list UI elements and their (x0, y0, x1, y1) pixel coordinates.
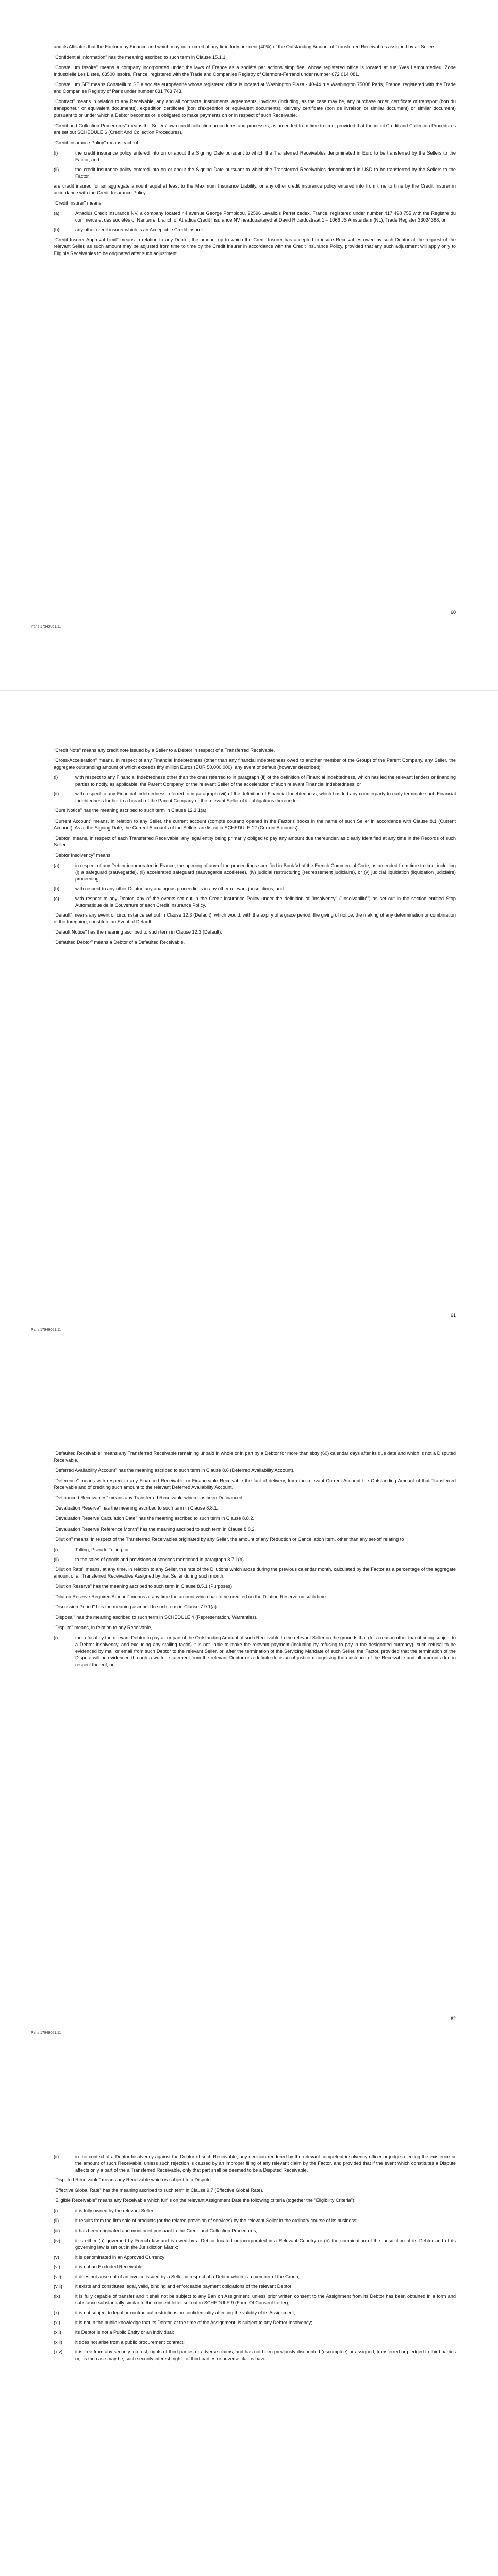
list-item-number: (iv) (54, 2238, 60, 2243)
list-item-number: (x) (54, 2310, 59, 2316)
list-item-text: it does not arise out of an invoice issued by a Seller in respect of a Debtor which is a member of the Group; (75, 2274, 300, 2279)
list-item (54, 166, 456, 180)
paragraph: "Deference" means with respect to any Financed Receivable or Financeable Receivable the fact of delivery, from the relevant Current Account the Outstanding Amount of that Transferred Receivable and of crediting such amount to the relevant Deferred Availability Account. (54, 1478, 456, 1490)
list-item-text: in the context of a Debtor Insolvency against the Debtor of such Receivable, any decision rendered by the relevant competent insolvency officer or judge rejecting the existence or the amount of such Receivable, unless such rejection is caused by an improper filing of any relevant claim by the Factor, and provided that if the event which constitutes a Dispute affects only a part of the a Transferred Receivable, only that part shall be deemed to be a Disputed Receivable. (75, 2154, 456, 2173)
list-item (54, 1635, 456, 1668)
list-item-text: it is free from any security interest, rights of third parties or adverse claims, and has not been previously discounted (escomptée) or assigned, transferred or pledged to third parties or, as the case may be, such security interest, rights of third parties or adverse claims have (75, 2349, 456, 2362)
list-item-text: in respect of any Debtor incorporated in France, the opening of any of the proceedings specified in Book VI of the French Commercial Code, as amended from time to time, including (i) a safeguard (sauvegarde), (ii) accelerated safeguard (sauvegarde accélérée), (iv) judicial restructuring (redressement judiciaire), or (v) judicial liquidation (liquidation judiciaire) proceeding; (75, 862, 456, 882)
paragraph: "Cross-Acceleration" means, in respect of any Financial Indebtedness (other than any financial indebtedness owed to another member of the Group) of the Parent Company, any Seller, the aggregate outstanding amount of which exceeds fifty million Euros (EUR 50,000,000), any event of default (however described): (54, 758, 456, 770)
list-item (54, 2339, 456, 2346)
list-item-text: it is either (a) governed by French law and is owed by a Debtor located or incorporated in a Relevant Country or (b) the combination of the jurisdiction of its Debtor and of its governing law is set out in the Jurisdiction Matrix; (75, 2238, 456, 2250)
list-item (54, 2208, 456, 2214)
paragraph: "Credit Insurance Policy" means each of: (54, 140, 140, 145)
list-item (54, 2154, 456, 2174)
page-separator (0, 690, 498, 691)
list-item-text: it exists and constitutes legal, valid, binding and enforceable payment obligations of the relevant Debtor; (75, 2283, 293, 2289)
list-item-text: with respect to any Financial Indebtedness other than the ones referred to in paragraph (ii) of the definition of Financial Indebtedness, which has led the relevant lenders or financing parties to notify, as applicable, the Parent Company, or the relevant Seller of the acceleration of such relevant Financial Indebtedness; or (75, 775, 456, 787)
list-item (54, 2319, 456, 2326)
paragraph: "Default Notice" has the meaning ascribed to such term in Clause 12.3 (Default). (54, 929, 222, 935)
list-item-number: (c) (54, 896, 59, 902)
paragraph: "Constellium SE" means Constellium SE a société européenne whose registered office is located at Washington Plaza - 40-44 rue Washington 75008 Paris, France, registered with the Trade and Companies Registry of Paris under number 831 763 743. (54, 82, 456, 94)
paragraph: "Credit Insurer Approval Limit" means in relation to any Debtor, the amount up to which the Credit Insurer has accepted to insure Receivables owed by such Debtor at the request of the relevant Seller, as such amount may be adjusted from time to time by the Credit Insurer in accordance with the Credit Insurance Policy, provided that any such adjustment will apply only to Eligible Receivables to be originated after such adjustment. (54, 237, 456, 256)
paragraph: "Dilution" means, in respect of the Transferred Receivables originated by any Seller, the amount of any Reduction or Cancellation Item, other than any set-off relating to (54, 1536, 404, 1542)
list-item-text: it is denominated in an Approved Currency; (75, 2254, 166, 2260)
paragraph: "Deferred Availability Account" has the meaning ascribed to such term in Clause 8.6 (Deferred Availability Account). (54, 1468, 295, 1473)
list-item-number: (i) (54, 2208, 58, 2214)
list-item-number: (vi) (54, 2264, 60, 2269)
document-page (31, 1414, 467, 2084)
list-item (54, 227, 456, 233)
list-item-number: (xii) (54, 2330, 61, 2335)
list-item (54, 2329, 456, 2336)
paragraph: "Eligible Receivable" means any Receivable which fulfils on the relevant Assignment Date the following criteria (together the "Eligibility Criteria"): (54, 2198, 356, 2204)
list-item (54, 2238, 456, 2251)
paragraph: "Devaluation Reserve" has the meaning ascribed to such term in Clause 8.8.1. (54, 1505, 219, 1511)
list-item-number: (viii) (54, 2283, 62, 2289)
paragraph: "Defaulted Debtor" means a Debtor of a Defaulted Receivable. (54, 940, 185, 945)
document-page (31, 2117, 467, 2576)
paragraph: "Dilution Reserve" has the meaning ascribed to such term in Clause 8.5.1 (Purposes). (54, 1583, 234, 1589)
paragraph: "Credit and Collection Procedures" means the Sellers' own credit collection procedures and processes, as amended from time to time, provided that the initial Credit and Collection Procedures are set out SCHEDULE 6 (Credit And Collection Procedures). (54, 123, 456, 135)
paragraph: "Dilution Reserve Required Amount" means at any time the amount which has to be credited on the Dilution Reserve on such time. (54, 1594, 327, 1599)
list-item-number: (xiv) (54, 2349, 63, 2355)
list-item-text: it results from the firm sale of products (or the related provision of services) by the relevant Seller in the ordinary course of its business; (75, 2218, 358, 2224)
list-item-text: to the sales of goods and provisions of services mentioned in paragraph 8.7.1(b). (75, 1556, 245, 1562)
paragraph: "Effective Global Rate" has the meaning ascribed to such term in Clause 9.7 (Effective Global Rate). (54, 2188, 264, 2193)
paragraph: "Constellium Issoire" means a company incorporated under the laws of France as a société par actions simplifiée, whose registered office is located at rue Yves Lamourdedieu, Zone Industrielle Les Listes, 63500 Issoire, France, registered with the Trade and Companies Registry of Clermont-Ferrand under number 672 014 081. (54, 65, 456, 77)
list-item-text: Atradius Credit Insurance NV, a company located 44 avenue George Pompidou, 92596 Levallois Perret cedex, France, registered under number 417 498 755 with the Registre du commerce et des sociétés of Nanterre, branch of Atradius Credit Insurance NV headquartered at David Ricardostraat 1 – 1066 JS Amsterdam (NL), Trade Register 33024388; or (75, 211, 456, 223)
list-item (54, 886, 456, 892)
list-item-text: the refusal by the relevant Debtor to pay all or part of the Outstanding Amount of such Receivable to the relevant Seller on the grounds that (for a reason other than it being subject to a Debtor Insolvency, and excluding any stalling tactic) it is not liable to make the relevant payment (including by refusing to pay in the designated currency), such refusal to be evidenced by mail or email from such Debtor to the relevant Seller, or, after the termination of the Servicing Mandate of such Seller, the Factor, provided that the termination of the Dispute will be evidenced through a written statement from the relevant Debtor or a definite decision of justice recognising the existence of the Receivable and all amounts due in respect thereof; or (75, 1635, 456, 1668)
document-page (31, 711, 467, 1381)
paragraph: "Debtor Insolvency" means, (54, 852, 112, 858)
paragraph: "Definanced Receivables" means any Transferred Receivable which has been Definanced. (54, 1495, 244, 1501)
list-item-number: (v) (54, 2254, 59, 2260)
page-footer: Paris 17949061.11 (31, 1328, 61, 1332)
paragraph: "Dispute" means, in relation to any Receivable, (54, 1625, 152, 1631)
page-number: 62 (450, 2016, 456, 2021)
list-item (54, 862, 456, 883)
paragraph: "Devaluation Reserve Calculation Date" has the meaning ascribed to such term in Clause 8.8.2. (54, 1516, 255, 1521)
page-body (54, 44, 456, 261)
list-item-number: (i) (54, 150, 58, 156)
list-item-text: any other credit insurer which is an Acceptable Credit Insurer. (75, 227, 204, 233)
list-item-text: its Debtor is not a Public Entity or an individual; (75, 2330, 174, 2335)
list-item (54, 2283, 456, 2290)
paragraph: "Discussion Period" has the meaning ascribed to such term in Clause 7.9.1(a). (54, 1604, 218, 1609)
list-item-number: (i) (54, 1635, 58, 1641)
list-item-number: (ii) (54, 1556, 59, 1562)
list-item-number: (a) (54, 211, 60, 216)
list-item-number: (ii) (54, 2154, 59, 2159)
page-body (54, 1450, 456, 1672)
list-item-number: (xiii) (54, 2340, 62, 2345)
list-item-number: (vii) (54, 2274, 61, 2279)
list-item-text: the credit insurance policy entered into on or about the Signing Date pursuant to which the Transferred Receivables denominated in USD to be transferred by the Sellers to the Factor, (75, 166, 456, 179)
list-item-number: (ii) (54, 791, 59, 797)
list-item-number: (a) (54, 862, 60, 868)
list-item-number: (i) (54, 1547, 58, 1552)
list-item-text: with respect to any Financial Indebtedness referred to in paragraph (vii) of the definition of Financial Indebtedness, which has led any counterparty to early terminate such Financial Indebtedness further to a breach of the Parent Company or the relevant Seller of its obligations thereunder. (75, 791, 456, 804)
list-item-number: (ii) (54, 2218, 59, 2224)
list-item-text: it is not subject to legal or contractual restrictions on confidentiality affecting the validity of its Assignment; (75, 2310, 295, 2316)
list-item (54, 2293, 456, 2307)
list-item (54, 1556, 456, 1563)
list-item (54, 210, 456, 224)
list-item-text: it is fully owned by the relevant Seller; (75, 2208, 155, 2214)
page-body (54, 2154, 456, 2365)
paragraph: "Current Account" means, in relation to any Seller, the current account (compte courant) opened in the Factor's books in the name of such Seller in accordance with Clause 8.1 (Current Account). As at the Signing Date, the Current Accounts of the Sellers are listed in SCHEDULE 12 (Current Accounts). (54, 818, 456, 831)
paragraph: "Contract" means in relation to any Receivable, any and all contracts, instruments, agreements, invoices (including, as the case may be, any purchase order, certificate of transport (bon du transporteur or equivalent documents), expedition certificate (bon d'expédition or equivalent documents), delivery certificate (bon de livraison or similar document) or similar document) pursuant to or under which a Debtor becomes or is obligated to make payments on or in respect of such Receivable. (54, 99, 456, 118)
list-item-number: (iii) (54, 2228, 60, 2233)
page-body (54, 747, 456, 950)
paragraph: "Devaluation Reserve Reference Month" has the meaning ascribed to such term in Clause 8.8.2. (54, 1526, 256, 1532)
list-item-text: it is not in the public knowledge that its Debtor, at the time of the Assignment, is subject to any Debtor Insolvency; (75, 2320, 312, 2326)
paragraph: "Cure Notice" has the meaning ascribed to such term in Clause 12.3.1(a). (54, 808, 208, 814)
paragraph: are credit insured for an aggregate amount equal at least to the Maximum Insurance Liability, or any other credit insurance policy entered into from time to time by the Credit Insurer in accordance with the Credit Insurance Policy. (54, 183, 456, 196)
list-item (54, 2217, 456, 2224)
list-item-text: with respect to any Debtor, any of the events set out in the Credit Insurance Policy under the definition of "insolvency" ("Insolvabilité") as set out in the section entitled Stop Automatique de la Couverture of each Credit Insurance Policy. (75, 896, 456, 908)
paragraph: and its Affiliates that the Factor may Finance and which may not exceed at any time forty per cent (40%) of the Outstanding Amount of Transferred Receivables assigned by all Sellers. (54, 44, 437, 49)
list-item (54, 150, 456, 163)
paragraph: "Disposal" has the meaning ascribed to such term in SCHEDULE 4 (Representation, Warranties). (54, 1615, 258, 1620)
list-item-number: (i) (54, 775, 58, 781)
list-item (54, 2254, 456, 2261)
document-page (31, 8, 467, 677)
paragraph: "Debtor" means, in respect of each Transferred Receivable, any legal entity being primarily obliged to pay any amount due thereunder, as clearly identified at any time in the Records of such Seller. (54, 835, 456, 848)
paragraph: "Confidential Information" has the meaning ascribed to such term in Clause 15.1.1. (54, 55, 227, 60)
page-number: 61 (450, 1313, 456, 1318)
paragraph: "Disputed Receivable" means any Receivable which is subject to a Dispute. (54, 2177, 212, 2183)
list-item (54, 2264, 456, 2270)
list-item (54, 1547, 456, 1553)
paragraph: "Defaulted Receivable" means any Transferred Receivable remaining unpaid in whole or in part by a Debtor for more than sixty (60) calendar days after its due date and which is not a Disputed Receivable. (54, 1451, 456, 1463)
list-item-text: the credit insurance policy entered into on or about the Signing Date pursuant to which the Transferred Receivables denominated in Euro to be transferred by the Sellers to the Factor; and (75, 150, 456, 162)
list-item-number: (b) (54, 227, 60, 233)
page-footer: Paris 17949061.11 (31, 2031, 61, 2035)
list-item-text: Tolling, Pseudo Tolling; or (75, 1547, 129, 1552)
list-item-text: it does not arise from a public procurement contract; (75, 2340, 185, 2345)
paragraph: "Default" means any event or circumstance set out in Clause 12.3 (Default), which would, with the expiry of a grace period, the giving of notice, the making of any determination or combination of the foregoing, constitute an Event of Default. (54, 912, 456, 925)
list-item (54, 2274, 456, 2280)
paragraph: "Dilution Rate" means, at any time, in relation to any Seller, the rate of the Dilutions which arose during the previous calendar month, calculated by the Factor as a percentage of the aggregate amount of all Transferred Receivables Assigned by that Seller during such month. (54, 1566, 456, 1579)
list-item (54, 2349, 456, 2362)
list-item-number: (ii) (54, 166, 59, 172)
list-item (54, 791, 456, 804)
list-item (54, 895, 456, 909)
page-number: 60 (450, 609, 456, 615)
list-item-text: it is not an Excluded Receivable; (75, 2264, 144, 2269)
list-item-text: it has been originated and monitored pursuant to the Credit and Collection Procedures; (75, 2228, 257, 2233)
list-item-text: it is fully capable of transfer and it shall not be subject to any Ban on Assignment, unless prior written consent to the Assignment from its Debtor has been obtained in a form and substance substantially similar to the consent letter set out in SCHEDULE 9 (Form Of Consent Letter); (75, 2293, 456, 2306)
list-item-number: (xi) (54, 2320, 60, 2326)
paragraph: "Credit Note" means any credit note issued by a Seller to a Debtor in respect of a Transferred Receivable. (54, 748, 275, 753)
list-item (54, 774, 456, 788)
page-footer: Paris 17949061.11 (31, 625, 61, 629)
list-item-number: (ix) (54, 2293, 60, 2299)
list-item (54, 2228, 456, 2234)
list-item-number: (b) (54, 886, 60, 891)
list-item (54, 2310, 456, 2316)
list-item-text: with respect to any other Debtor, any analogous proceedings in any other relevant jurisdictions; and (75, 886, 284, 891)
paragraph: "Credit Insurer" means: (54, 200, 103, 206)
